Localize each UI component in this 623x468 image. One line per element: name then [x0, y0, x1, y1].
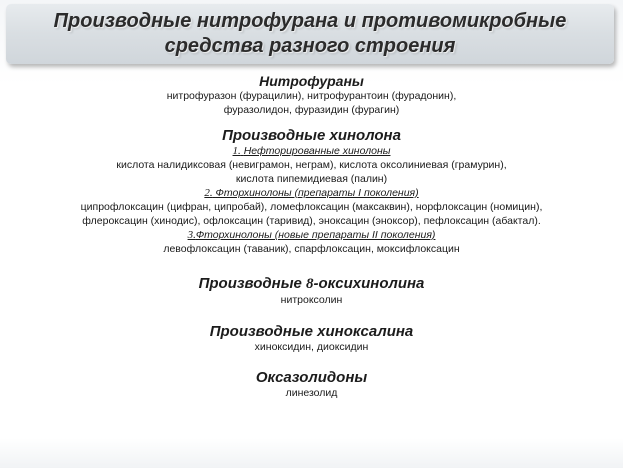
- nitrofurans-line-1: нитрофуразон (фурацилин), нитрофурантоин (фурадонин),: [166, 90, 457, 102]
- quinolones-sub2-line-2: флероксацин (хинодис), офлоксацин (таривид), эноксацин (эноксор), пефлоксацин (абактал).: [82, 215, 541, 227]
- subheading-label: Нефторированные хинолоны: [243, 145, 391, 157]
- quinolones-sub3-line-1: левофлоксацин (таваник), спарфлоксацин, моксифлоксацин: [163, 243, 460, 255]
- heading-prefix: Производные: [198, 275, 307, 292]
- slide-title: Производные нитрофурана и противомикробные средства разного строения: [53, 10, 567, 57]
- slide-content: [0, 73, 623, 400]
- subheading-label: Фторхинолоны (препараты I поколения): [215, 187, 419, 199]
- quinolones-sub1-line-1: кислота налидиксовая (невиграмон, неграм), кислота оксолиниевая (грамурин),: [116, 159, 507, 171]
- heading-oxazolidinones: Оксазолидоны: [255, 369, 368, 386]
- subheading-number: 1.: [232, 145, 241, 157]
- quinoxaline-line: хиноксидин, диоксидин: [254, 341, 369, 353]
- quinolones-sub2-line-1: ципрофлоксацин (цифран, ципробай), ломефлоксацин (максаквин), норфлоксацин (номицин),: [80, 201, 543, 213]
- heading-oxyquinoline: [0, 275, 623, 293]
- title-banner: [6, 4, 614, 64]
- heading-quinoxaline: Производные хиноксалина: [209, 323, 414, 340]
- oxyquinoline-line: нитроксолин: [280, 294, 343, 306]
- subheading-fluoroquinolones-gen2: [0, 228, 623, 242]
- heading-nitrofurans: Нитрофураны: [259, 73, 364, 89]
- heading-quinolones: Производные хинолона: [222, 127, 401, 144]
- subheading-label: Фторхинолоны (новые препараты II поколения): [195, 229, 436, 241]
- heading-suffix: -оксихинолина: [313, 275, 425, 292]
- heading-number: 8: [306, 276, 314, 292]
- subheading-non-fluorinated: [0, 144, 623, 158]
- nitrofurans-line-2: фуразолидон, фуразидин (фурагин): [223, 104, 400, 116]
- subheading-number: 2.: [204, 187, 213, 199]
- subheading-fluoroquinolones-gen1: [0, 186, 623, 200]
- quinolones-sub1-line-2: кислота пипемидиевая (палин): [235, 173, 388, 185]
- oxazolidinones-line: линезолид: [285, 387, 338, 399]
- subheading-number: 3.: [187, 229, 196, 241]
